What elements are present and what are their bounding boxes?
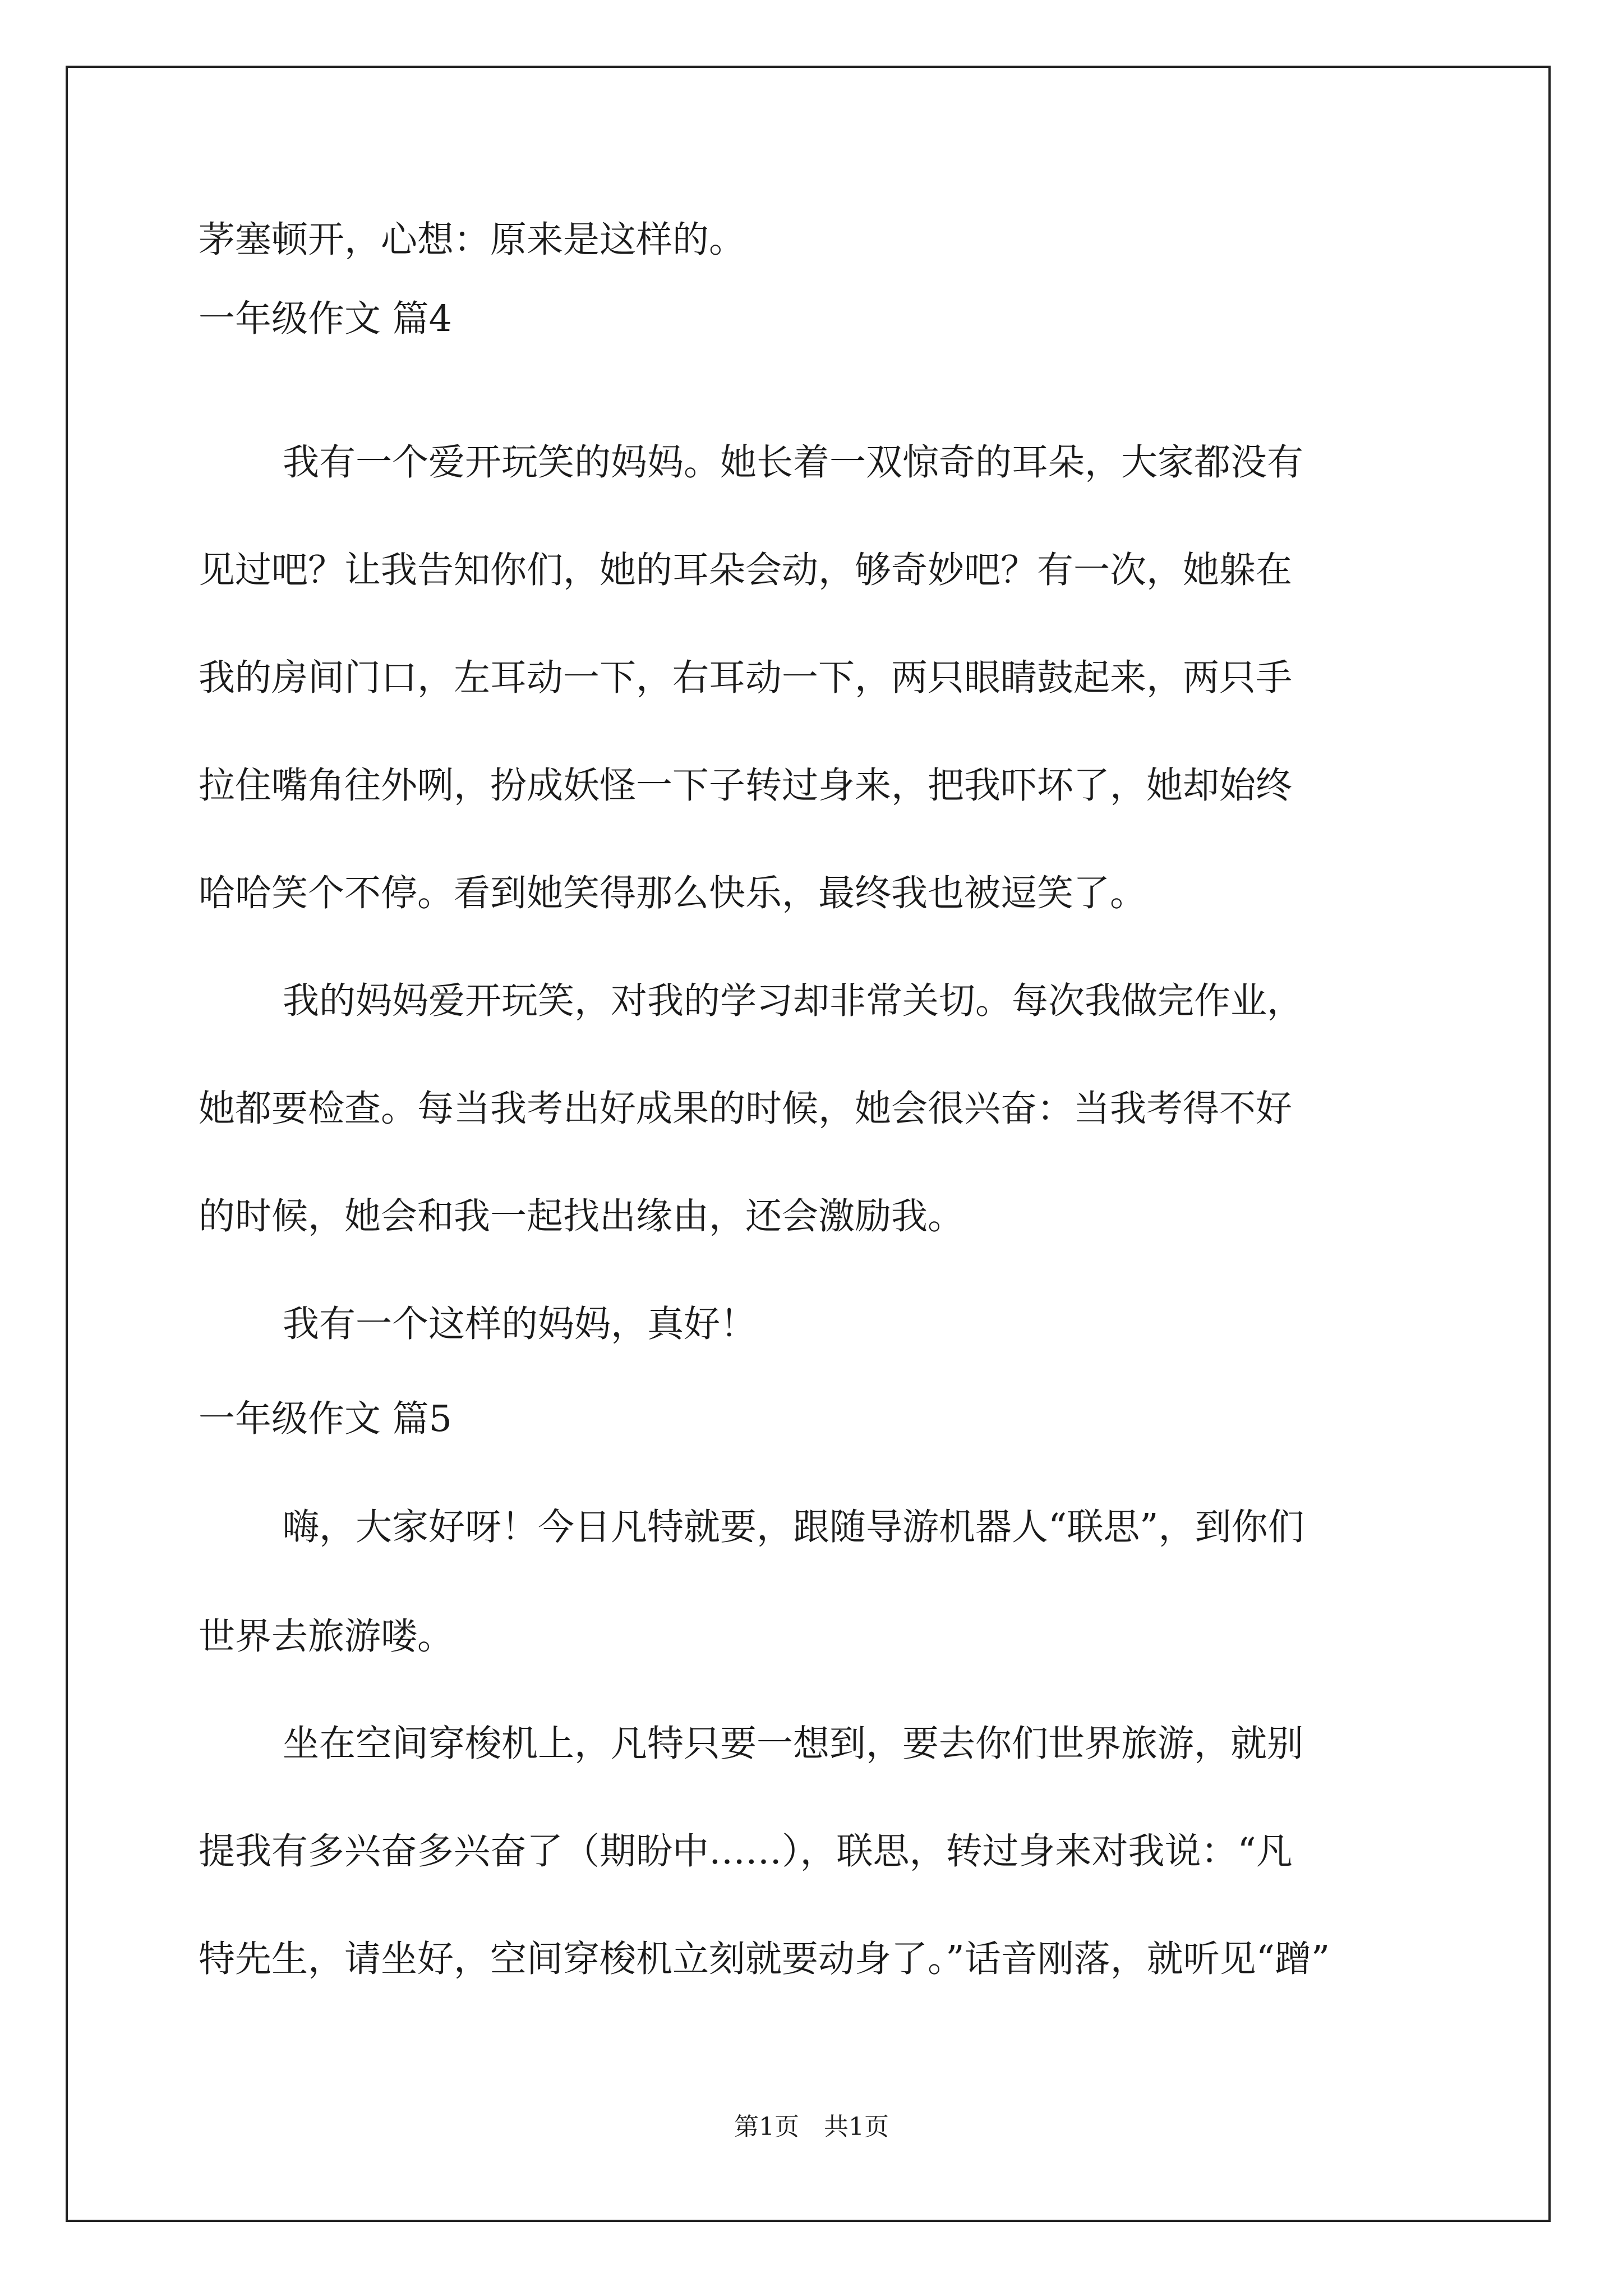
text-line-1: 茅塞顿开，心想：原来是这样的。 (199, 219, 746, 261)
text-line-4: 见过吧？让我告知你们，她的耳朵会动，够奇妙吧？有一次，她躲在 (199, 549, 1293, 591)
text-line-15: 坐在空间穿梭机上，凡特只要一想到，要去你们世界旅游，就别 (283, 1723, 1304, 1765)
page-border (66, 66, 1551, 2222)
text-line-9: 她都要检查。每当我考出好成果的时候，她会很兴奋：当我考得不好 (199, 1088, 1293, 1130)
heading-essay-4: 一年级作文 篇4 (199, 298, 453, 340)
page-footer: 第1页 共1页 (734, 2113, 889, 2141)
text-line-3: 我有一个爱开玩笑的妈妈。她长着一双惊奇的耳朵，大家都没有 (283, 441, 1304, 484)
text-line-16: 提我有多兴奋多兴奋了（期盼中……），联思，转过身来对我说：“凡 (199, 1830, 1293, 1872)
text-line-13: 嗨，大家好呀！今日凡特就要，跟随导游机器人“联思”，到你们 (283, 1506, 1304, 1548)
text-line-6: 拉住嘴角往外咧，扮成妖怪一下子转过身来，把我吓坏了，她却始终 (199, 765, 1293, 807)
text-line-7: 哈哈笑个不停。看到她笑得那么快乐，最终我也被逗笑了。 (199, 872, 1147, 914)
text-line-11: 我有一个这样的妈妈，真好！ (283, 1303, 757, 1345)
text-line-8: 我的妈妈爱开玩笑，对我的学习却非常关切。每次我做完作业， (283, 980, 1304, 1022)
text-line-14: 世界去旅游喽。 (199, 1616, 454, 1658)
heading-essay-5: 一年级作文 篇5 (199, 1398, 453, 1440)
text-line-17: 特先生，请坐好，空间穿梭机立刻就要动身了。”话音刚落，就听见“蹭” (199, 1938, 1330, 1980)
text-line-5: 我的房间门口，左耳动一下，右耳动一下，两只眼睛鼓起来，两只手 (199, 657, 1293, 699)
text-line-10: 的时候，她会和我一起找出缘由，还会激励我。 (199, 1195, 965, 1237)
